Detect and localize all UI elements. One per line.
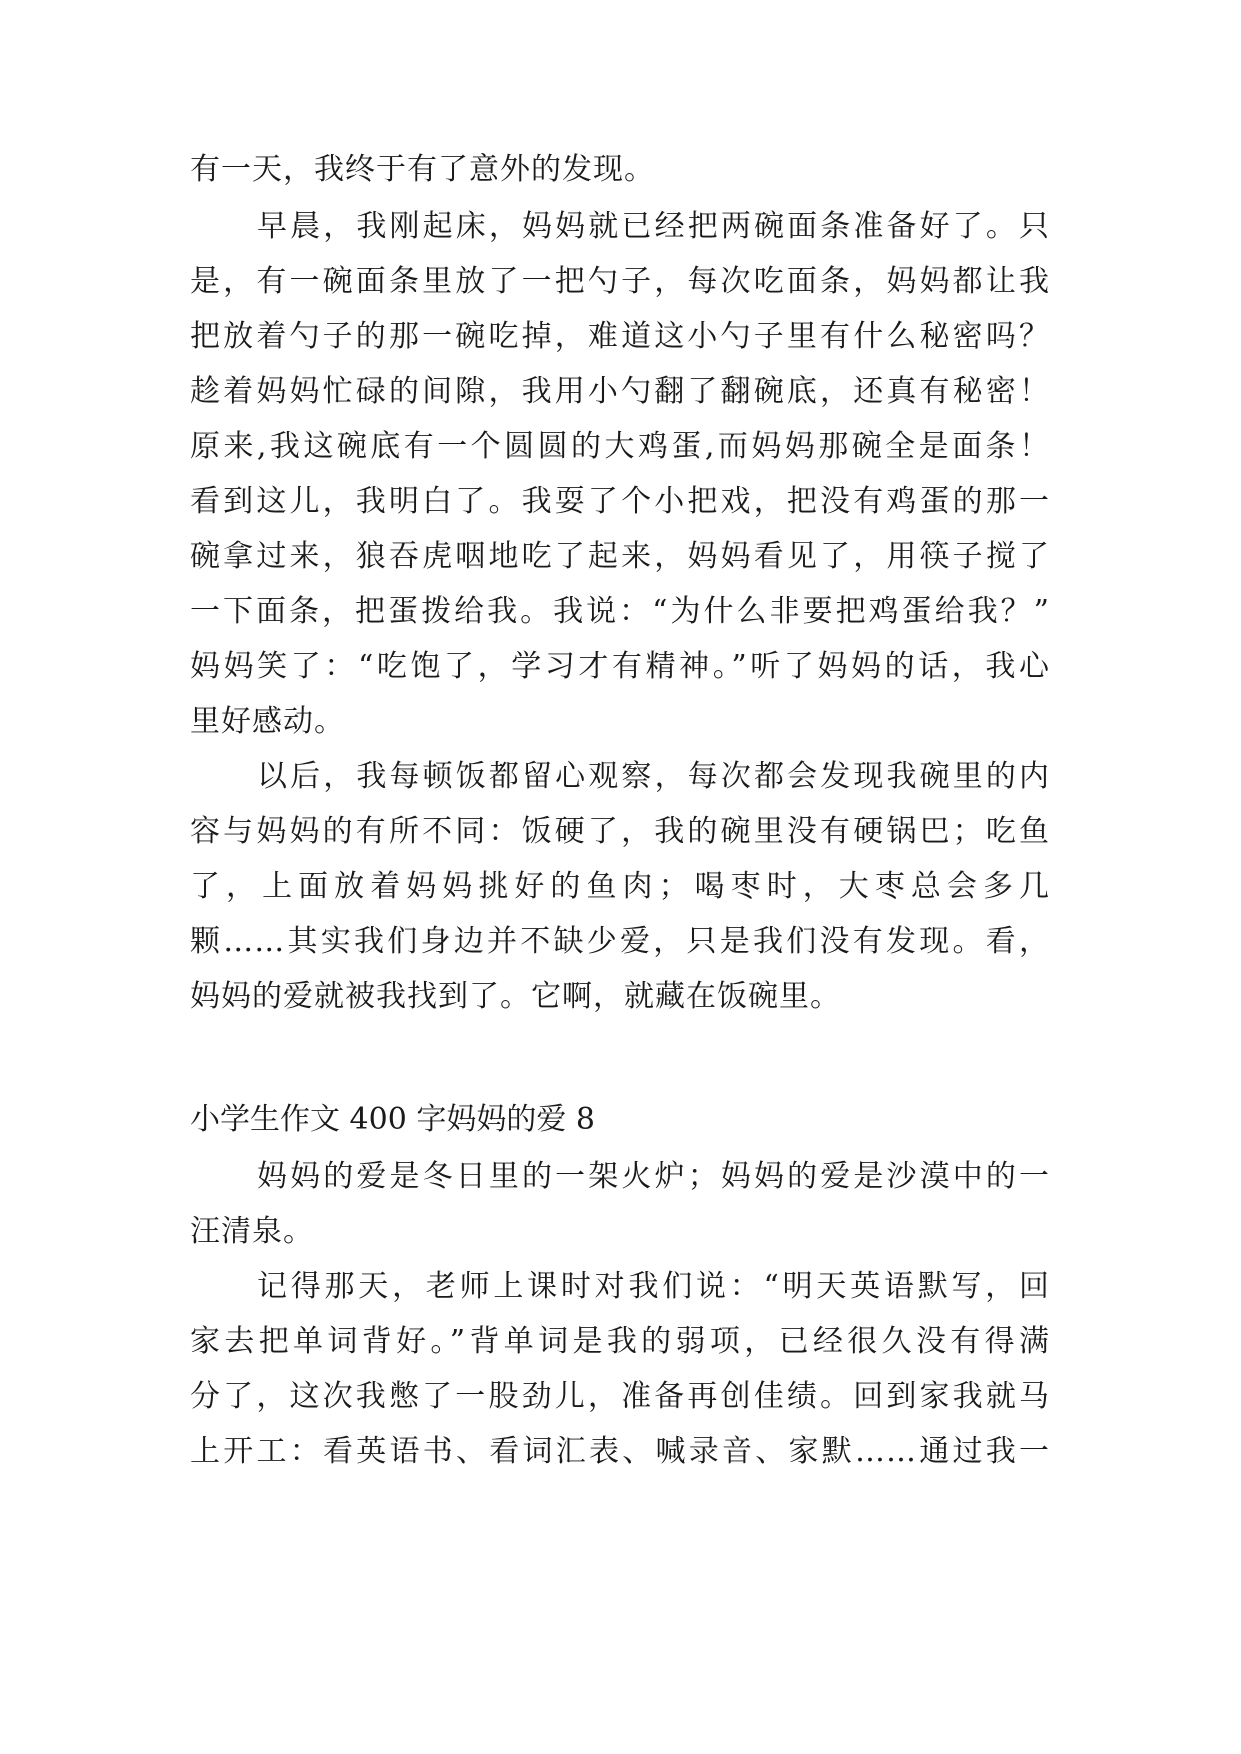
text-line: 了，上面放着妈妈挑好的鱼肉；喝枣时，大枣总会多几 — [190, 869, 1050, 904]
text-line: 汪清泉。 — [190, 1214, 314, 1249]
text-line: 里好感动。 — [190, 704, 345, 739]
section-heading: 小学生作文 400 字妈妈的爱 8 — [190, 1102, 595, 1137]
paragraph-first-line: 早晨，我刚起床，妈妈就已经把两碗面条准备好了。只 — [257, 209, 1050, 244]
text-line: 看到这儿，我明白了。我耍了个小把戏，把没有鸡蛋的那一 — [190, 484, 1050, 519]
text-line: 原来,我这碗底有一个圆圆的大鸡蛋,而妈妈那碗全是面条！ — [190, 429, 1050, 464]
paragraph-first-line: 以后，我每顿饭都留心观察，每次都会发现我碗里的内 — [257, 759, 1050, 794]
text-line: 碗拿过来，狼吞虎咽地吃了起来，妈妈看见了，用筷子搅了 — [190, 539, 1050, 574]
text-line: 趁着妈妈忙碌的间隙，我用小勺翻了翻碗底，还真有秘密！ — [190, 374, 1050, 409]
text-line: 把放着勺子的那一碗吃掉，难道这小勺子里有什么秘密吗？ — [190, 319, 1050, 354]
text-line: 是，有一碗面条里放了一把勺子，每次吃面条，妈妈都让我 — [190, 264, 1050, 299]
text-line: 上开工：看英语书、看词汇表、喊录音、家默……通过我一 — [190, 1434, 1050, 1469]
paragraph-first-line: 妈妈的爱是冬日里的一架火炉；妈妈的爱是沙漠中的一 — [257, 1159, 1050, 1194]
text-line: 妈妈的爱就被我找到了。它啊，就藏在饭碗里。 — [190, 979, 841, 1014]
text-line: 颗……其实我们身边并不缺少爱，只是我们没有发现。看， — [190, 924, 1050, 959]
text-line: 分了，这次我憋了一股劲儿，准备再创佳绩。回到家我就马 — [190, 1379, 1050, 1414]
text-line: 妈妈笑了：“吃饱了，学习才有精神。”听了妈妈的话，我心 — [190, 649, 1050, 684]
text-line: 有一天，我终于有了意外的发现。 — [190, 152, 655, 187]
text-line: 一下面条，把蛋拨给我。我说：“为什么非要把鸡蛋给我？” — [190, 594, 1050, 629]
text-line: 家去把单词背好。”背单词是我的弱项，已经很久没有得满 — [190, 1324, 1050, 1359]
text-line: 容与妈妈的有所不同：饭硬了，我的碗里没有硬锅巴；吃鱼 — [190, 814, 1050, 849]
paragraph-first-line: 记得那天，老师上课时对我们说：“明天英语默写，回 — [257, 1269, 1050, 1304]
